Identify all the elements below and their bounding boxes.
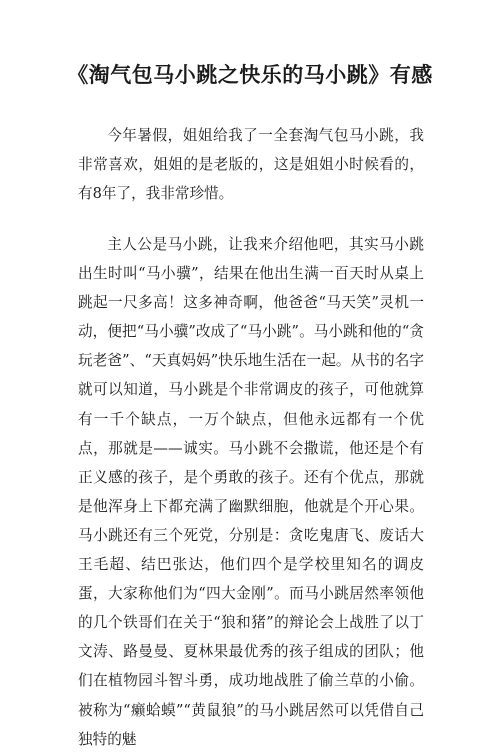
paragraph-2: 主人公是马小跳，让我来介绍他吧，其实马小跳出生时叫“马小骥”，结果在他出生满一百天时从桌上跳起一尺多高！这多神奇啊，他爸爸“马天笑”灵机一动，便把“马小骥”改成了“马小跳”。马小跳和他的“贪玩老爸”、“天真妈妈”快乐地生活在一起。从书的名字就可以知道，马小跳是个非常调皮的孩子，可他就算有一千个缺点，一万个缺点，但他永远都有一个优点，那就是——诚实。马小跳不会撒谎，他还是个有正义感的孩子，是个勇敢的孩子。还有个优点，那就是他浑身上下都充满了幽默细胞，他就是个开心果。马小跳还有三个死党，分别是：贪吃鬼唐飞、废话大王毛超、结巴张达，他们四个是学校里知名的调皮蛋，大家称他们为“四大金刚”。而马小跳居然率领他的几个铁哥们在关于“狼和猪”的辩论会上战胜了以丁文涛、路曼曼、夏林果最优秀的孩子组成的团队；他们在植物园斗智斗勇，成功地战胜了偷兰草的小偷。被称为“癞蛤蟆”“黄鼠狼”的马小跳居然可以凭借自己独特的魅 — [78, 236, 424, 748]
paragraph-1: 今年暑假，姐姐给我了一全套淘气包马小跳，我非常喜欢，姐姐的是老版的，这是姐姐小时候看的，有8年了，我非常珍惜。 — [78, 127, 424, 203]
document-title: 《淘气包马小跳之快乐的马小跳》有感 — [67, 62, 433, 87]
